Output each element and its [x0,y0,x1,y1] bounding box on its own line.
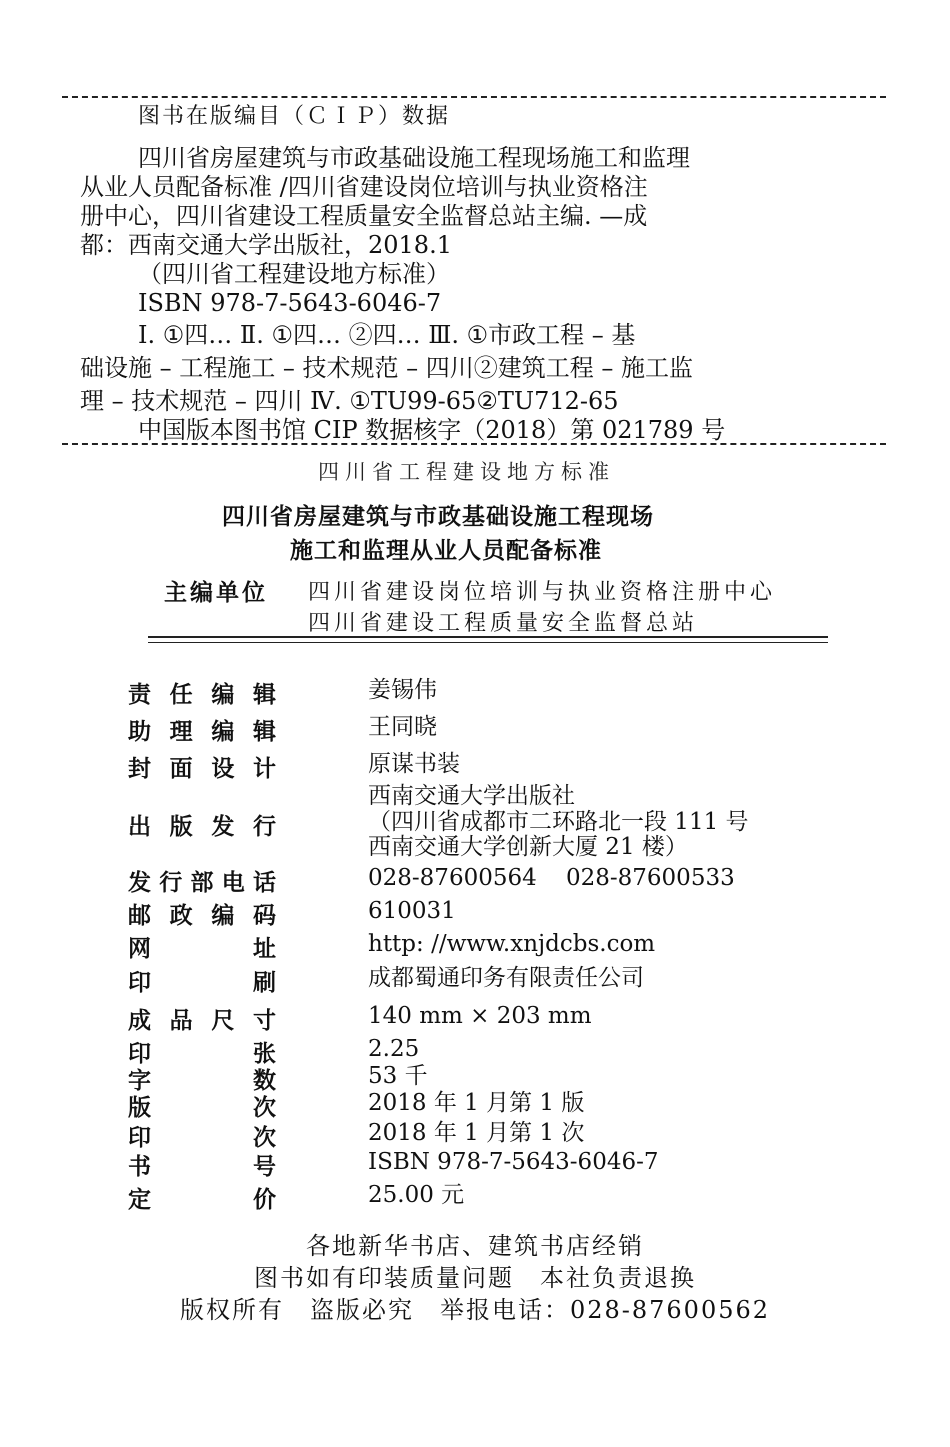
publisher-address: （四川省成都市二环路北一段 111 号 [368,809,749,835]
title-rule-thick [148,636,828,638]
label-char: 发 [211,814,235,840]
info-label-price [128,1181,276,1214]
label-char: 行 [159,870,183,896]
info-value: 53 千 [368,1063,428,1089]
info-label-website [128,930,276,963]
label-char: 张 [253,1041,276,1067]
publisher-address: 西南交通大学创新大厦 21 楼） [368,834,688,860]
info-label-edition [128,1089,276,1122]
info-label-printer [128,964,276,997]
cip-bottom-divider [62,443,886,445]
editor-unit: 四川省建设岗位培训与执业资格注册中心 [308,580,777,605]
label-char: 网 [128,936,151,962]
info-label-phone [128,864,276,897]
label-char: 印 [128,970,151,996]
info-label-cover-design [128,750,276,783]
info-value: 25.00 元 [368,1182,465,1208]
info-value: ISBN 978-7-5643-6046-7 [368,1149,659,1175]
label-char: 码 [252,903,276,929]
label-char: 寸 [252,1008,276,1034]
label-char: 辑 [252,682,276,708]
editor-unit: 四川省建设工程质量安全监督总站 [308,611,699,636]
label-char: 印 [128,1041,151,1067]
label-char: 版 [128,1095,151,1121]
label-char: 邮 [128,903,151,929]
cip-line: 中国版本图书馆 CIP 数据核字（2018）第 021789 号 [138,416,726,444]
label-char: 编 [211,903,235,929]
label-char: 话 [253,870,276,896]
book-title-line: 四川省房屋建筑与市政基础设施工程现场 [222,504,654,530]
info-value: 2018 年 1 月第 1 次 [368,1120,585,1146]
footer-line: 版权所有 盗版必究 举报电话：028-87600562 [179,1296,771,1324]
label-char: 址 [253,936,276,962]
label-char: 尺 [211,1008,235,1034]
label-char: 发 [128,870,151,896]
info-label-postcode [128,897,276,930]
label-char: 计 [252,756,276,782]
cip-line: （四川省工程建设地方标准） [138,260,450,288]
label-char: 电 [221,870,245,896]
label-char: 数 [253,1068,276,1094]
book-title-line: 施工和监理从业人员配备标准 [290,538,602,564]
info-label-editor [128,676,276,709]
label-char: 品 [169,1008,193,1034]
info-value: 2018 年 1 月第 1 版 [368,1090,585,1116]
cip-line: 册中心，四川省建设工程质量安全监督总站主编. —成 [80,202,648,230]
label-char: 政 [169,903,193,929]
label-char: 成 [128,1008,151,1034]
label-char: 次 [253,1125,276,1151]
cip-line: 从业人员配备标准 /四川省建设岗位培训与执业资格注 [80,173,648,201]
cip-line: 理 – 技术规范 – 四川 Ⅳ. ①TU99-65②TU712-65 [80,387,619,415]
website-link[interactable]: http: //www.xnjdcbs.com [368,931,656,957]
label-char: 刷 [253,970,276,996]
cip-line: 础设施 – 工程施工 – 技术规范 – 四川②建筑工程 – 施工监 [80,354,694,382]
info-value: 姜锡伟 [368,677,437,703]
label-char: 编 [211,682,235,708]
info-label-assistant-editor [128,713,276,746]
cip-top-divider [62,96,886,98]
label-char: 部 [190,870,214,896]
info-value: 王同晓 [368,714,437,740]
info-value: 610031 [368,898,456,924]
label-char: 编 [211,719,235,745]
info-value: 2.25 [368,1036,420,1062]
label-char: 定 [128,1187,151,1213]
label-char: 理 [169,719,193,745]
label-char: 面 [169,756,193,782]
label-char: 号 [253,1154,276,1180]
info-value: 028-87600564 028-87600533 [368,865,735,891]
label-char: 责 [128,682,151,708]
label-char: 版 [169,814,193,840]
title-rule-thin [148,642,828,643]
label-char: 书 [128,1154,151,1180]
label-char: 价 [253,1187,276,1213]
label-char: 字 [128,1068,151,1094]
label-char: 行 [252,814,276,840]
label-char: 辑 [252,719,276,745]
footer-line: 各地新华书店、建筑书店经销 [306,1232,644,1260]
label-char: 任 [169,682,193,708]
label-char: 设 [211,756,235,782]
info-value: 原谋书装 [368,751,460,777]
cip-heading: 图书在版编目（ＣＩＰ）数据 [138,104,451,129]
cip-line: ISBN 978-7-5643-6046-7 [138,289,442,317]
info-label-publisher [128,808,276,841]
label-char: 出 [128,814,151,840]
cip-line: Ⅰ. ①四… Ⅱ. ①四… ②四… Ⅲ. ①市政工程 – 基 [138,321,636,349]
footer-line: 图书如有印装质量问题 本社负责退换 [254,1264,696,1292]
cip-line: 都：西南交通大学出版社，2018.1 [80,231,452,259]
editor-label: 主编单位 [164,580,268,606]
label-char: 次 [253,1095,276,1121]
series-name: 四川省工程建设地方标准 [318,460,615,484]
cip-line: 四川省房屋建筑与市政基础设施工程现场施工和监理 [138,144,690,172]
info-value: 140 mm × 203 mm [368,1003,592,1029]
label-char: 印 [128,1125,151,1151]
info-value: 成都蜀通印务有限责任公司 [368,965,644,991]
label-char: 助 [128,719,151,745]
label-char: 封 [128,756,151,782]
info-label-isbn [128,1148,276,1181]
info-label-size [128,1002,276,1035]
publisher-name: 西南交通大学出版社 [368,783,575,809]
